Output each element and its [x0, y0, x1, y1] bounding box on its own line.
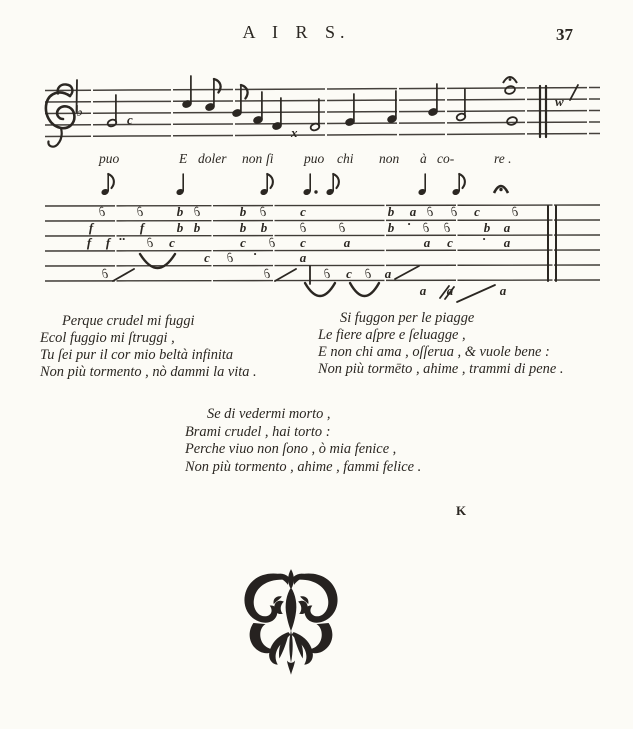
eighth-flag: [241, 85, 248, 99]
half-rest-icon: c: [127, 112, 133, 127]
tab-stroke: [395, 266, 419, 279]
tab-letter-dot: ·: [407, 216, 411, 232]
lyric-word: E: [179, 151, 188, 166]
tab-letter-a: a: [446, 283, 454, 299]
catchword: K: [456, 503, 467, 518]
lyric-word: puo: [304, 151, 325, 166]
tab-letter-d: [324, 266, 330, 282]
tab-letter-d: [444, 220, 450, 236]
fleuron-art: [244, 569, 337, 675]
tab-letter-c: c: [474, 204, 480, 220]
tab-letter-d: [451, 204, 457, 220]
poem-line: Perque crudel mi fuggi: [62, 313, 195, 329]
tab-letter-dot: ·: [482, 231, 486, 247]
poem-line: Brami crudel , hai torto :: [185, 423, 331, 440]
tab-letter-b: b: [483, 220, 491, 236]
tab-letter-d-glyph: ∂: [226, 250, 234, 266]
tab-letter-a: a: [499, 283, 507, 299]
eighth-flag: [459, 174, 465, 188]
lyric-word: co-: [437, 151, 455, 166]
tab-letter-d-glyph: ∂: [426, 204, 434, 220]
tab-letter-a: a: [384, 266, 392, 282]
tab-letter-c: c: [346, 266, 352, 282]
tab-letter-c: c: [300, 204, 306, 220]
lyric-word: chi: [337, 151, 354, 166]
tab-letter-d-glyph: ∂: [511, 204, 519, 220]
tab-letter-d-glyph: ∂: [268, 235, 276, 251]
running-title: A I R S.: [242, 22, 350, 42]
lyric-word: non: [379, 151, 400, 166]
poem-line: Perche viuo non ſono , ò mia fenice ,: [185, 441, 397, 457]
tab-stroke: [457, 285, 495, 302]
tab-letter-d: [300, 220, 306, 236]
tab-letter-a: a: [419, 283, 427, 299]
tab-letter-a: a: [299, 250, 307, 266]
tab-letter-c: c: [300, 235, 306, 251]
tab-letter-d: [423, 220, 429, 236]
lyric-word: à: [420, 151, 427, 166]
poem-line: Non più tormento , nò dammi la vita .: [40, 364, 257, 380]
poem-stanza-left: [40, 313, 257, 381]
poem-line: Si fuggon per le piagge: [340, 310, 475, 326]
poem-line: Non più tormento , ahime , fammi felice .: [185, 458, 422, 475]
lyric-word: ſi: [266, 151, 274, 166]
tab-slur: [305, 283, 335, 296]
eighth-flag: [267, 174, 273, 188]
eighth-flag: [333, 174, 339, 188]
fermata-dot: [499, 188, 502, 191]
tab-letter-d: [137, 204, 143, 220]
tab-letter-b: b: [387, 204, 395, 220]
tab-letter-d: [194, 204, 200, 220]
tab-letter-f: f: [88, 220, 94, 236]
staff-line: [45, 88, 600, 91]
tab-letter-c: c: [169, 235, 175, 251]
tab-letter-d-glyph: ∂: [338, 220, 346, 236]
tab-letter-b: b: [260, 220, 268, 236]
tab-letter-a: a: [503, 220, 511, 236]
flat-sign-icon: ♭: [76, 102, 84, 120]
tablature-line: [45, 265, 600, 266]
tab-letter-a: a: [343, 235, 351, 251]
lyric-word: non: [242, 151, 263, 166]
tab-letter-d-glyph: ∂: [364, 266, 372, 282]
tab-letter-b: b: [193, 220, 201, 236]
tab-letter-c: c: [240, 235, 246, 251]
poem-line: Se di vedermi morto ,: [207, 406, 331, 422]
poem-line: Tu ſei pur il cor mio beltà infinita: [40, 347, 234, 363]
tab-letter-c: c: [447, 235, 453, 251]
tab-letter-d: [147, 235, 153, 251]
poem-line: E non chi ama , oſſerua , & vuole bene :: [318, 344, 550, 360]
tab-letter-d-glyph: ∂: [136, 204, 144, 220]
tab-letter-d: [99, 204, 105, 220]
tab-letter-a: a: [409, 204, 417, 220]
tab-letter-d: [227, 250, 233, 266]
tab-letter-d: [260, 204, 266, 220]
poem-line: Ecol fuggio mi ſtruggi ,: [40, 330, 175, 346]
poem-stanza-center: [185, 406, 421, 476]
tab-letter-b: b: [239, 204, 247, 220]
tab-letter-d: [339, 220, 345, 236]
tab-letter-f: f: [86, 235, 92, 251]
tab-letter-c: c: [204, 250, 210, 266]
tab-letter-b: b: [387, 220, 395, 236]
tab-letter-d-glyph: ∂: [101, 266, 109, 282]
tab-letter-dotdot: ··: [118, 231, 126, 247]
tab-letter-d: [269, 235, 275, 251]
tab-letter-d-glyph: ∂: [422, 220, 430, 236]
tab-letter-d-glyph: ∂: [443, 220, 451, 236]
g-clef-icon: [46, 92, 74, 128]
lyric-word: doler: [198, 151, 227, 166]
tab-slur: [350, 283, 379, 296]
staff-line: [45, 99, 600, 102]
sharp-sign-icon: x: [291, 125, 298, 140]
tab-letter-d-glyph: ∂: [450, 204, 458, 220]
tablature-line: [45, 250, 600, 251]
tab-stroke: [113, 269, 134, 281]
lyric-word: re .: [494, 151, 512, 166]
tab-letter-f: f: [105, 235, 111, 251]
page-number: 37: [556, 25, 573, 44]
poem-line: Non più tormēto , ahime , trammi di pene .: [318, 361, 564, 377]
tab-letter-d-glyph: ∂: [193, 204, 201, 220]
tab-letter-a: a: [423, 235, 431, 251]
printer-ornament-fleuron: [230, 563, 352, 689]
tab-letter-d: [365, 266, 371, 282]
poem-line: Le fiere aſpre e ſeluagge ,: [318, 327, 466, 343]
tab-letter-d-glyph: ∂: [299, 220, 307, 236]
tab-letter-f: f: [139, 220, 145, 236]
tab-letter-dot: ·: [253, 246, 257, 262]
tab-letter-d: [427, 204, 433, 220]
lyric-word: puo: [99, 151, 120, 166]
tab-letter-a: a: [503, 235, 511, 251]
tab-letter-b: b: [176, 204, 184, 220]
notehead: [506, 116, 518, 126]
tab-letter-d-glyph: ∂: [259, 204, 267, 220]
tablature-line: [45, 235, 600, 236]
tab-letter-d: [512, 204, 518, 220]
tab-letter-d: [102, 266, 108, 282]
tab-letter-b: b: [176, 220, 184, 236]
g-clef-icon: [48, 128, 61, 147]
augmentation-dot: [314, 190, 317, 193]
tab-letter-d-glyph: ∂: [263, 266, 271, 282]
tab-letter-d-glyph: ∂: [98, 204, 106, 220]
tab-letter-b: b: [239, 220, 247, 236]
tab-stroke: [275, 269, 296, 281]
tab-letter-d: [264, 266, 270, 282]
eighth-flag: [214, 79, 221, 93]
tab-letter-d-glyph: ∂: [146, 235, 154, 251]
tablature-line: [45, 280, 600, 281]
poem-stanza-right: [318, 310, 563, 378]
notehead: [504, 85, 516, 95]
eighth-flag: [108, 174, 114, 188]
tab-letter-d-glyph: ∂: [323, 266, 331, 282]
staff-line: [45, 134, 600, 137]
fermata-dot: [509, 78, 512, 81]
custos-icon: w: [555, 94, 564, 109]
